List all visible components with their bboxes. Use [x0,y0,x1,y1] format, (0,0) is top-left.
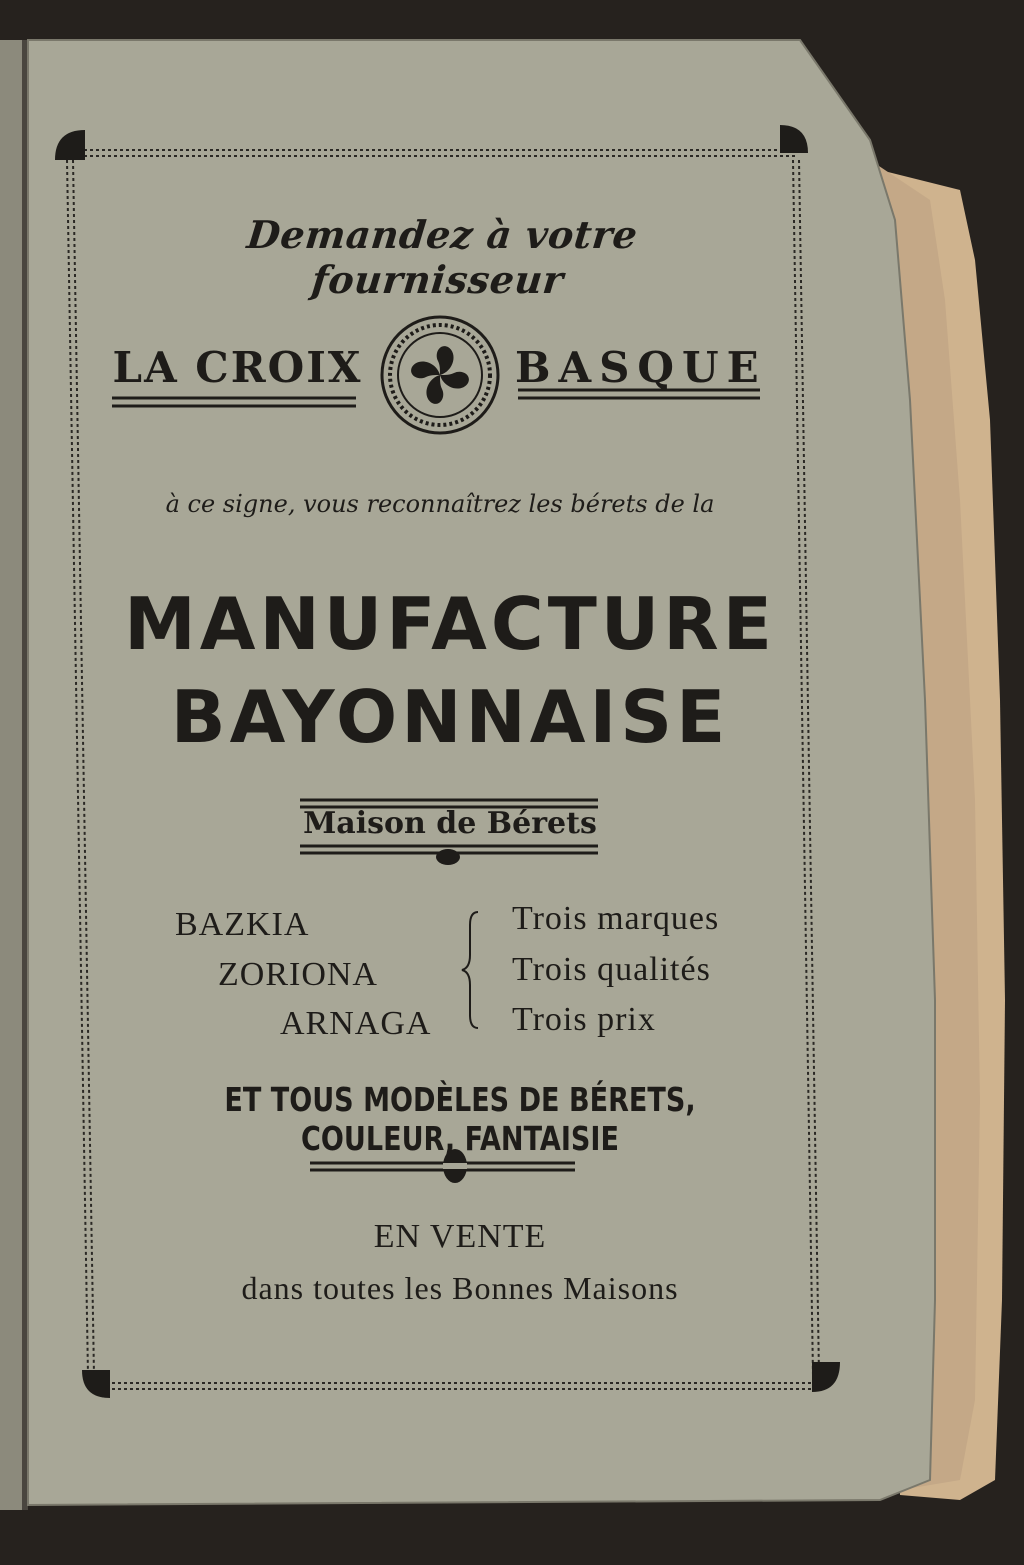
feature-item: Trois marques [512,900,720,937]
tagline: Demandez à votre fournisseur [244,212,640,302]
title-line-1: MANUFACTURE [124,582,776,666]
intro-text: à ce signe, vous reconnaîtrez les bérets de la [165,490,715,518]
sale-detail: dans toutes les Bonnes Maisons [241,1270,679,1306]
feature-item: Trois qualités [512,951,711,988]
brand-item: ZORIONA [218,956,378,993]
title-line-2: BAYONNAISE [170,675,730,759]
brand-item: ARNAGA [280,1005,432,1042]
brand-name-right: BASQUE [515,343,767,392]
models-line: ET TOUS MODÈLES DE BÉRETS, COULEUR, FANTAISIE [224,1080,696,1158]
feature-item: Trois prix [512,1001,656,1038]
brand-name-left: LA CROIX [112,343,363,392]
sale-heading: EN VENTE [373,1218,547,1255]
brand-item: BAZKIA [175,906,310,943]
subtitle: Maison de Bérets [303,806,597,841]
